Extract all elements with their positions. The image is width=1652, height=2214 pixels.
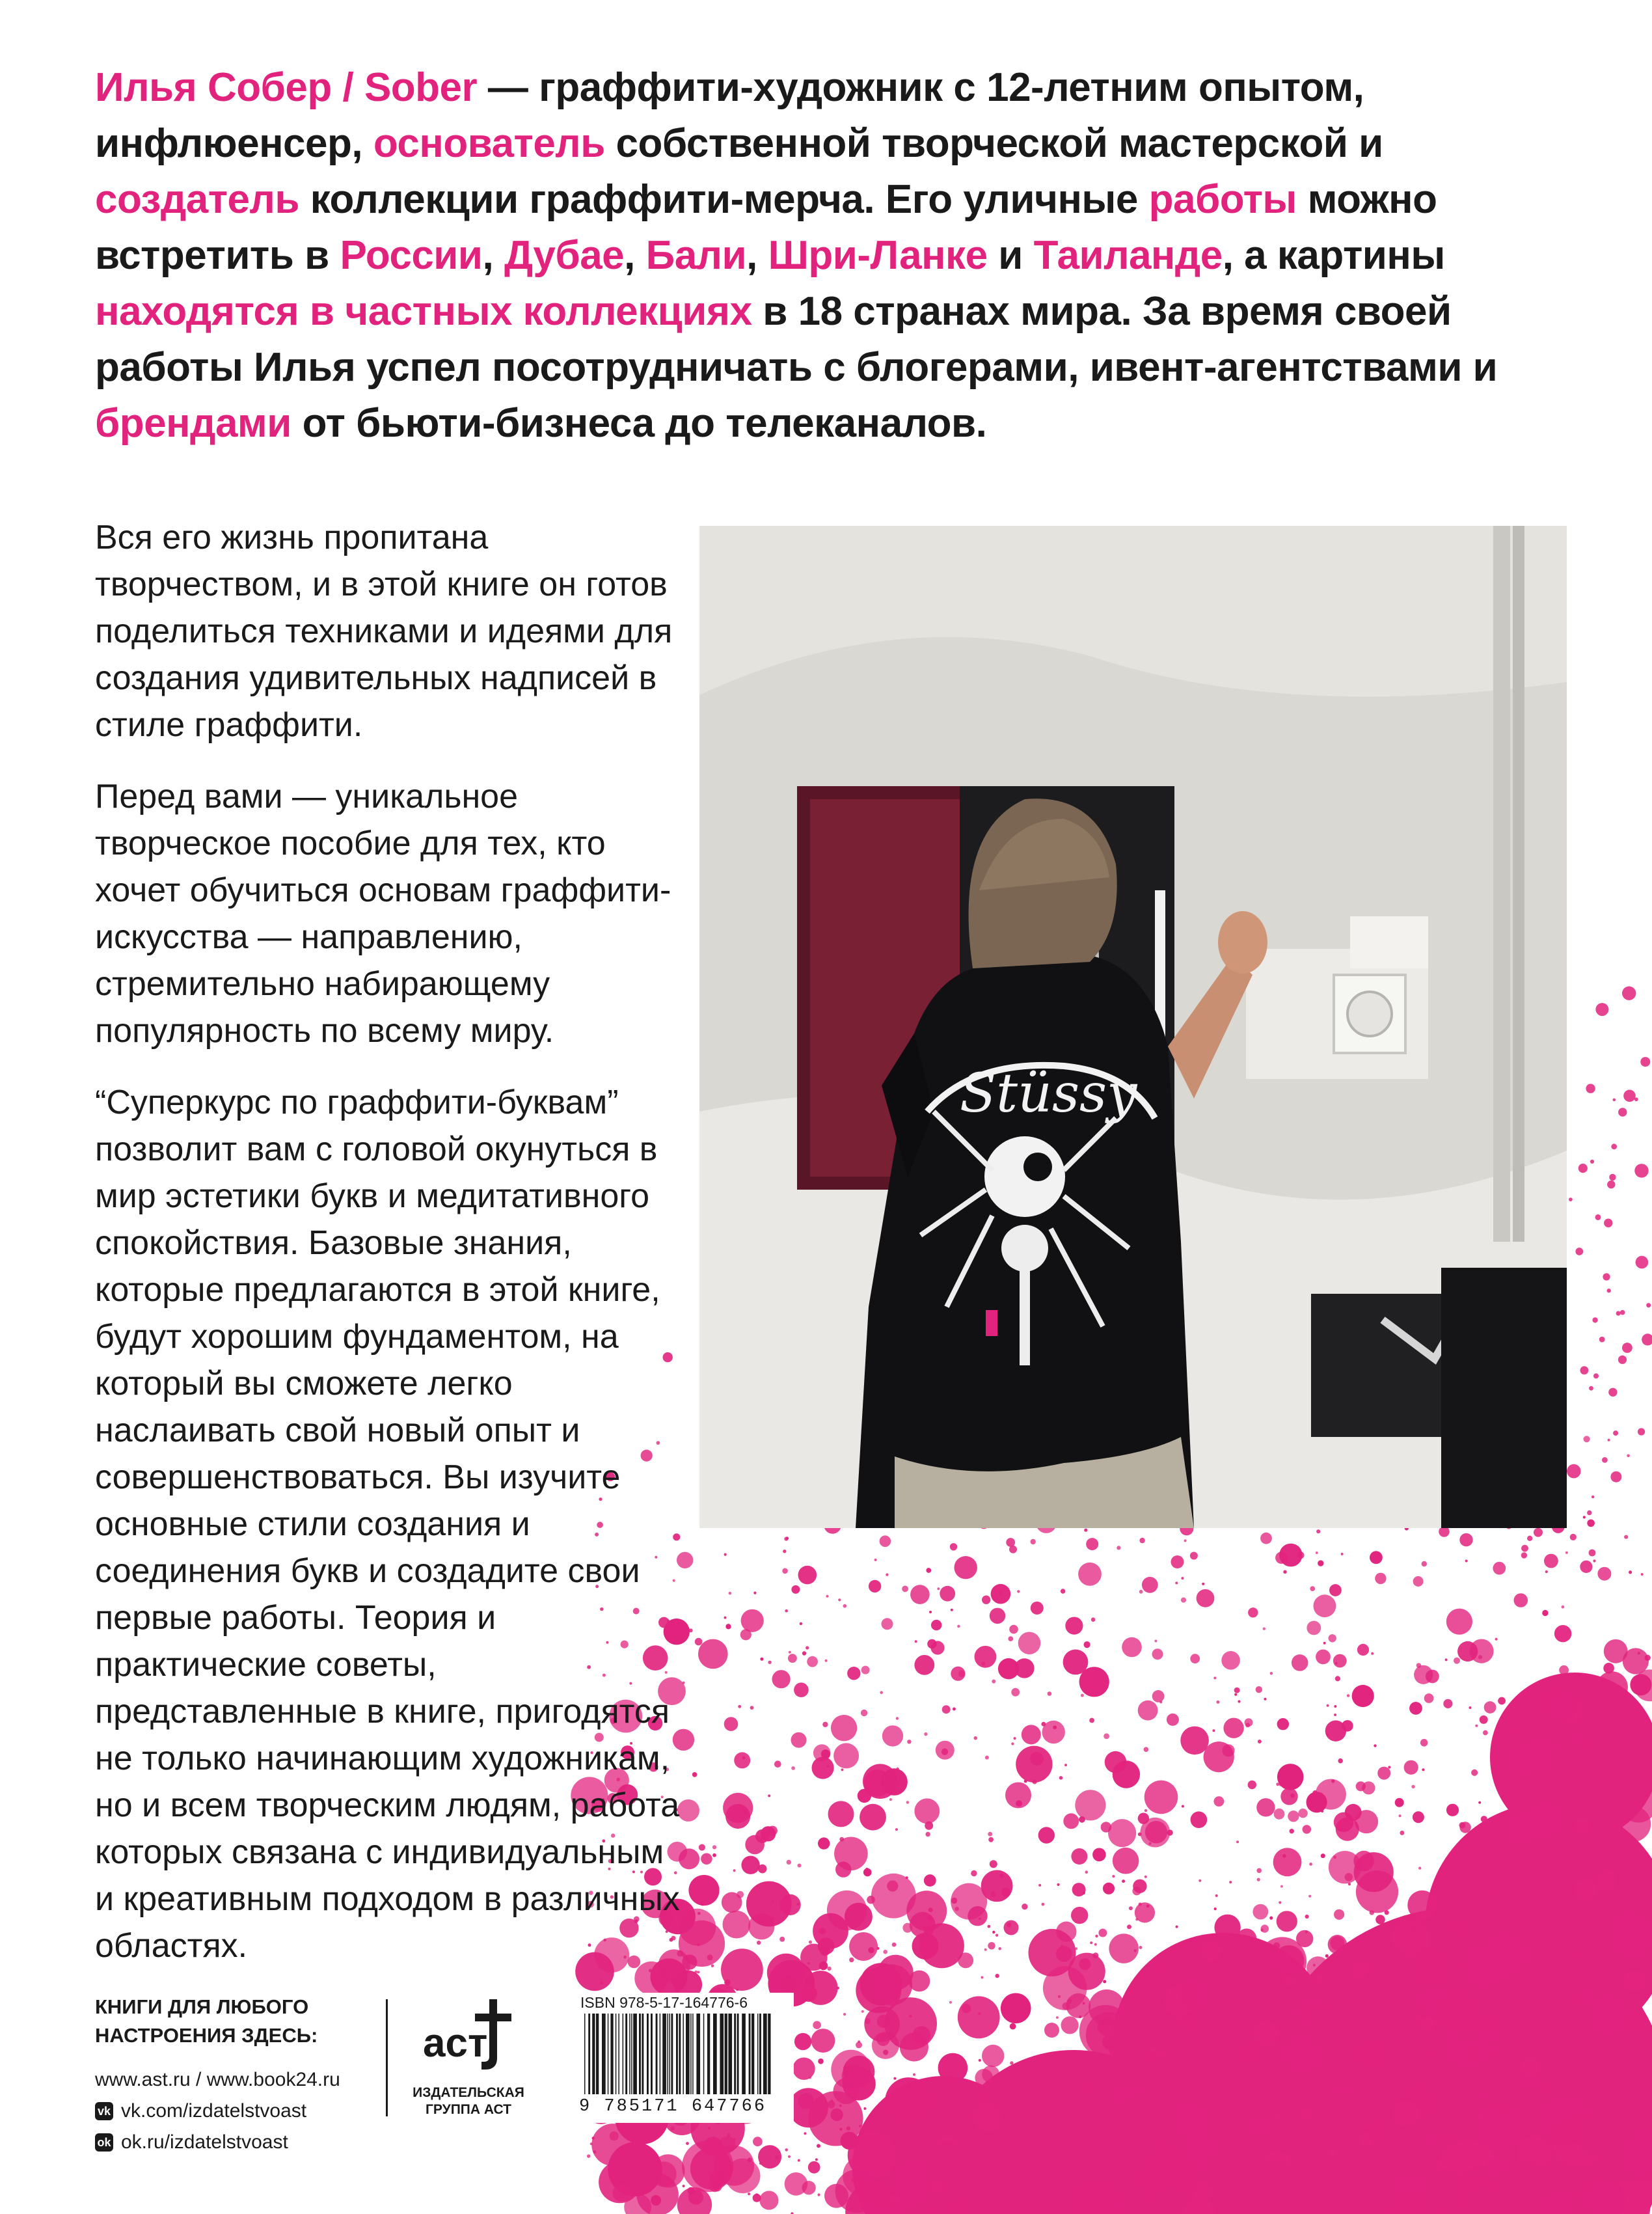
highlight-works: работы (1148, 177, 1297, 222)
footer-tagline-line-1: КНИГИ ДЛЯ ЛЮБОГО (95, 1995, 309, 2018)
footer-divider (386, 1999, 388, 2116)
intro-text: собственной творческой мастерской и (604, 121, 1383, 166)
ok-icon: ok (95, 2133, 113, 2152)
intro-text: коллекции граффити-мерча. Его уличные (299, 177, 1149, 222)
highlight-russia: России (340, 233, 483, 278)
publisher-name (410, 2084, 527, 2118)
websites-text: www.ast.ru / www.book24.ru (95, 2069, 340, 2090)
ok-link-text: ok.ru/izdatelstvoast (121, 2131, 288, 2153)
vk-icon: vk (95, 2102, 113, 2120)
description-column (95, 514, 687, 1994)
highlight-founder: основатель (373, 121, 605, 166)
intro-text: в 18 странах мира. За время своей работы Илья успел посотрудничать с блогерами, ивент-агентствами и (95, 289, 1498, 390)
footer-tagline-line-2: НАСТРОЕНИЯ ЗДЕСЬ: (95, 2024, 318, 2047)
footer-tagline (95, 1993, 381, 2050)
intro-text: — граффити-художник с 12-летним опытом, инфлюенсер, (95, 65, 1364, 166)
barcode-digits: 9 785171 647766 (579, 2097, 767, 2116)
footer-contacts (95, 1993, 381, 2158)
isbn-number: ISBN 978-5-17-164776-6 (580, 1994, 748, 2011)
vk-link-text: vk.com/izdatelstvoast (121, 2100, 307, 2122)
highlight-thailand: Таиланде (1033, 233, 1223, 278)
highlight-sri-lanka: Шри-Ланке (768, 233, 988, 278)
artist-photo (699, 526, 1567, 1528)
intro-text: , (746, 233, 768, 278)
intro-text: , а картины (1222, 233, 1445, 278)
highlight-creator: создатель (95, 177, 300, 222)
ast-logo-icon (410, 1991, 527, 2076)
vk-link[interactable] (95, 2096, 381, 2127)
isbn-barcode (579, 1993, 794, 2123)
shirt-logo-text: Stüssy (960, 1063, 1137, 1125)
barcode-bars (579, 2012, 774, 2096)
description-paragraph-1: Вся его жизнь пропитана творчеством, и в этой книге он готов поделиться техниками и идеями для создания удивительных надписей в стиле граффити. (95, 519, 673, 744)
ok-link[interactable] (95, 2127, 381, 2158)
description-paragraph-3: “Суперкурс по граффити-буквам” позволит вам с головой окунуться в мир эстетики букв и медитативного спокойствия. Базовые знания, которые предлагаются в этой книге, будут хорошим фундаментом, на который вы сможете легко наслаивать свой новый опыт и совершенствоваться. Вы изучите основные стили создания и соединения букв и создадите свои первые работы. Теория и практические советы, представленные в книге, пригодятся не только начинающим художникам, но и всем творческим людям, работа которых связана с индивидуальным и креативным подходом в различных областях. (95, 1084, 680, 1965)
publisher-logo (410, 1991, 527, 2118)
author-intro-paragraph (95, 60, 1591, 452)
intro-text: можно встретить в (95, 177, 1437, 278)
intro-text: от бьюти-бизнеса до телеканалов. (291, 401, 987, 446)
highlight-dubai: Дубае (504, 233, 625, 278)
highlight-brands: брендами (95, 401, 291, 446)
publisher-name-line-1: ИЗДАТЕЛЬСКАЯ (413, 2085, 524, 2100)
author-name-highlight: Илья Собер / Sober (95, 65, 478, 110)
publisher-name-line-2: ГРУППА АСТ (426, 2102, 511, 2117)
ast-logo-text: аст (423, 2021, 488, 2066)
highlight-private-collections: находятся в частных коллекциях (95, 289, 752, 334)
intro-text: и (987, 233, 1034, 278)
intro-text: , (624, 233, 646, 278)
intro-text: , (482, 233, 504, 278)
websites-link[interactable] (95, 2064, 381, 2096)
description-paragraph-2: Перед вами — уникальное творческое пособие для тех, кто хочет обучиться основам граффити-искусства — направлению, стремительно набирающему популярность по всему миру. (95, 778, 671, 1050)
highlight-bali: Бали (645, 233, 747, 278)
